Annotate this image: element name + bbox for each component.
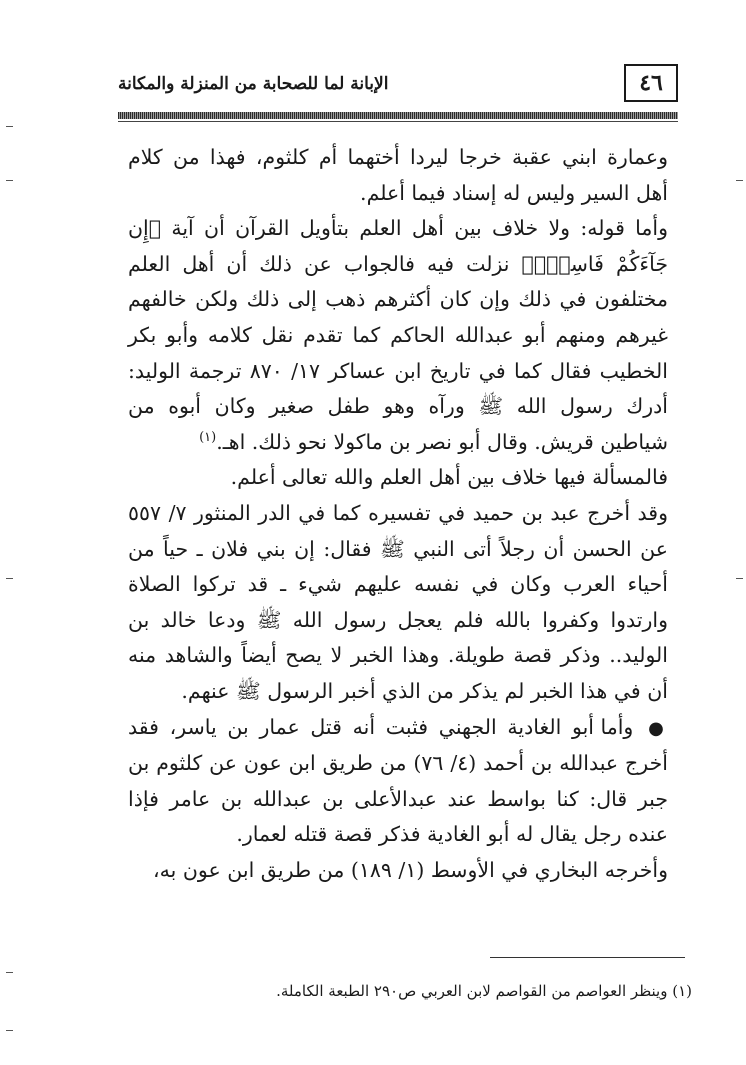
margin-tick	[6, 126, 13, 127]
page-number: ٤٦	[624, 64, 678, 102]
margin-tick	[6, 972, 13, 973]
header-rule-thin	[118, 121, 678, 122]
paragraph-2-text: وأما قوله: ولا خلاف بين أهل العلم بتأويل القرآن أن آية ﴿إِن جَآءَكُمْ فَاسِقٌۢ﴾ نزلت فيه فالجواب عن ذلك أن أهل العلم مختلفون في ذلك وإن كان أكثرهم ذهب إلى ذلك ولكن خالفهم غيرهم ومنهم أبو عبدالله الحاكم كما تقدم نقل كلامه وأبو بكر الخطيب فقال كما في تاريخ ابن عساكر ١٧/ ٨٧٠ ترجمة الوليد: أدرك رسول الله ﷺ ورآه وهو طفل صغير وكان أبوه من شياطين قريش. وقال أبو نصر بن ماكولا نحو ذلك. اهـ.	[128, 216, 668, 454]
body-text	[128, 140, 668, 888]
margin-tick	[736, 578, 743, 579]
margin-tick	[6, 180, 13, 181]
paragraph-2	[128, 211, 668, 460]
page-header	[118, 64, 678, 110]
header-rule	[118, 112, 678, 119]
paragraph-3: فالمسألة فيها خلاف بين أهل العلم والله تعالى أعلم.	[230, 465, 668, 490]
paragraph-4: وقد أخرج عبد بن حميد في تفسيره كما في الدر المنثور ٧/ ٥٥٧ عن الحسن أن رجلاً أتى النبي ﷺ فقال: إن بني فلان ـ حياً من أحياء العرب وكان في نفسه عليهم شيء ـ قد تركوا الصلاة وارتدوا وكفروا بالله فلم يعجل رسول الله ﷺ ودعا خالد بن الوليد.. وذكر قصة طويلة. وهذا الخبر لا يصح أيضاً والشاهد منه أن في هذا الخبر لم يذكر من الذي أخبر الرسول ﷺ عنهم.	[128, 500, 668, 703]
paragraph-5	[128, 710, 668, 853]
running-title: الإبانة لما للصحابة من المنزلة والمكانة	[118, 74, 389, 94]
bullet-icon: ●	[648, 717, 668, 739]
paragraph-1: وعمارة ابني عقبة خرجا ليردا أختهما أم كلثوم، فهذا من كلام أهل السير وليس له إسناد فيما أعلم.	[128, 145, 668, 205]
margin-tick	[736, 180, 743, 181]
footnote-rule	[490, 957, 685, 958]
footnote: (١) وينظر العواصم من القواصم لابن العربي ص٢٩٠ الطبعة الكاملة.	[276, 982, 692, 1000]
paragraph-5-text: وأما أبو الغادية الجهني فثبت أنه قتل عمار بن ياسر، فقد أخرج عبدالله بن أحمد (٤/ ٧٦) من طريق ابن عون عن كلثوم بن جبر قال: كنا بواسط عند عبدالأعلى بن عبدالله بن عامر فإذا عنده رجل يقال له أبو الغادية فذكر قصة قتله لعمار.	[128, 714, 668, 847]
margin-tick	[6, 578, 13, 579]
margin-tick	[6, 1030, 13, 1031]
footnote-marker: (١)	[199, 429, 217, 445]
paragraph-6: وأخرجه البخاري في الأوسط (١/ ١٨٩) من طريق ابن عون به،	[153, 857, 668, 882]
